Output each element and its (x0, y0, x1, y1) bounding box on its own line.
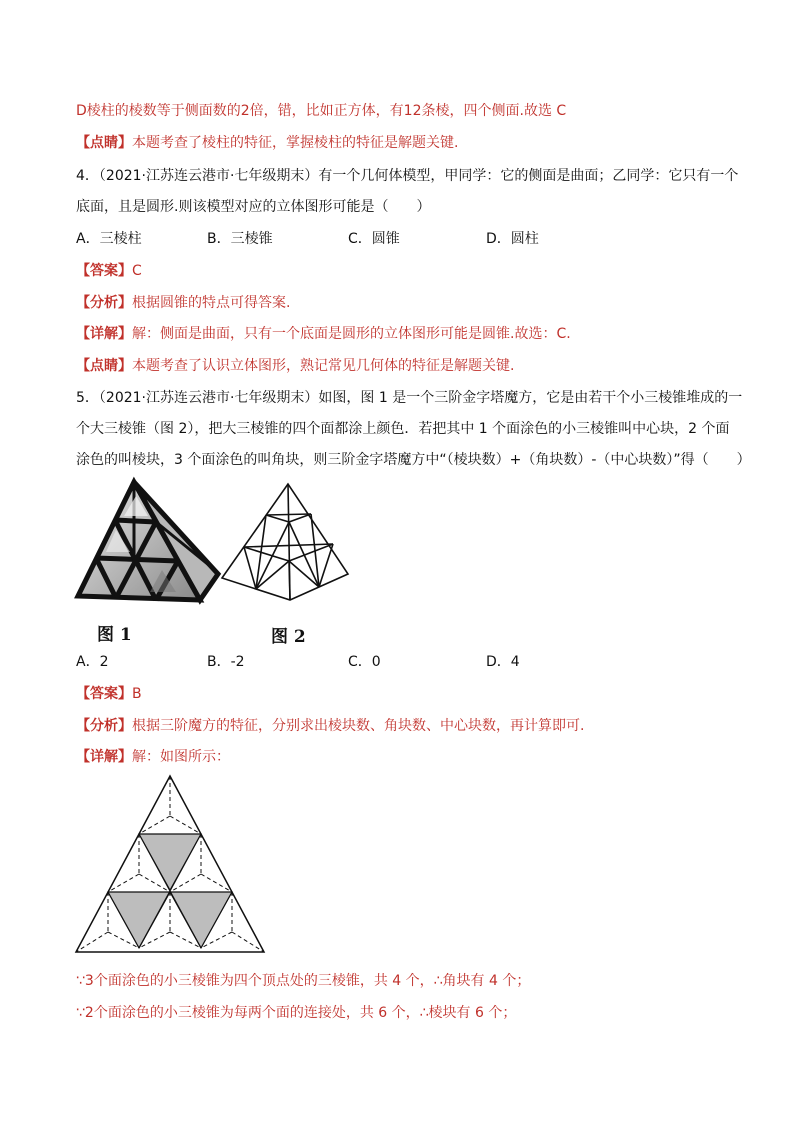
solution-triangle-diagram (74, 774, 266, 956)
solution-step-corner-blocks: ∵3个面涂色的小三棱锥为四个顶点处的三棱锥，共 4 个，∴角块有 4 个； (76, 973, 531, 989)
solution-step-edge-blocks: ∵2个面涂色的小三棱锥为每两个面的连接处，共 6 个，∴棱块有 6 个； (76, 1005, 517, 1021)
tip-tag: 【点睛】 (76, 358, 132, 374)
answer-value: C (132, 263, 142, 279)
figure1-caption: 图 1 (97, 625, 132, 645)
q5-detail (76, 747, 230, 767)
q5-option-b: B．-2 (207, 654, 245, 670)
q5-option-a: A．2 (76, 654, 109, 670)
q5-option-c: C．0 (348, 654, 381, 670)
q4-tip (76, 356, 514, 376)
q4-answer (76, 261, 142, 281)
analysis-tag: 【分析】 (76, 718, 132, 734)
prev-option-d-explanation: D棱柱的棱数等于侧面数的2倍，错，比如正方体，有12条棱，四个侧面.故选 C (76, 103, 567, 119)
answer-tag: 【答案】 (76, 263, 132, 279)
q5-stem-line2: 个大三棱锥（图 2），把大三棱锥的四个面都涂上颜色．若把其中 1 个面涂色的小三棱锥叫中心块，2 个面 (76, 421, 730, 437)
answer-value: B (132, 686, 142, 702)
q4-analysis (76, 293, 290, 313)
q5-option-d: D．4 (486, 654, 520, 670)
q4-detail (76, 324, 571, 344)
detail-tag: 【详解】 (76, 326, 132, 342)
q4-option-b: B．三棱锥 (207, 231, 273, 247)
q4-option-c: C．圆锥 (348, 231, 400, 247)
analysis-tag: 【分析】 (76, 295, 132, 311)
q5-stem-line3: 涂色的叫棱块，3 个面涂色的叫角块，则三阶金字塔魔方中“（棱块数）+（角块数）-（中心块数）”得（ ） (76, 452, 751, 468)
q5-stem-line1: 5．（2021·江苏连云港市·七年级期末）如图，图 1 是一个三阶金字塔魔方，它是由若干个小三棱锥堆成的一 (76, 390, 743, 406)
detail-text: 解：侧面是曲面，只有一个底面是圆形的立体图形可能是圆锥.故选：C. (132, 326, 571, 342)
figure1-pyramid-cube-photo (72, 478, 222, 628)
q4-option-a: A．三棱柱 (76, 231, 142, 247)
detail-tag: 【详解】 (76, 749, 132, 765)
q5-analysis (76, 716, 584, 736)
q5-answer (76, 684, 142, 704)
q4-stem-line2: 底面，且是圆形.则该模型对应的立体图形可能是（ ） (76, 199, 431, 215)
answer-tag: 【答案】 (76, 686, 132, 702)
tip-text: 本题考查了棱柱的特征，掌握棱柱的特征是解题关键. (132, 135, 459, 151)
tip-text: 本题考查了认识立体图形，熟记常见几何体的特征是解题关键. (132, 358, 515, 374)
analysis-text: 根据三阶魔方的特征，分别求出棱块数、角块数、中心块数，再计算即可. (132, 718, 585, 734)
figure2-pyramid-line-drawing (220, 482, 350, 607)
prev-tip-line (76, 133, 458, 153)
figure2-caption: 图 2 (271, 627, 306, 647)
tip-tag: 【点睛】 (76, 135, 132, 151)
analysis-text: 根据圆锥的特点可得答案. (132, 295, 291, 311)
q4-option-d: D．圆柱 (486, 231, 539, 247)
detail-text: 解：如图所示： (132, 749, 230, 765)
q4-stem-line1: 4．（2021·江苏连云港市·七年级期末）有一个几何体模型，甲同学：它的侧面是曲面；乙同学：它只有一个 (76, 168, 739, 184)
